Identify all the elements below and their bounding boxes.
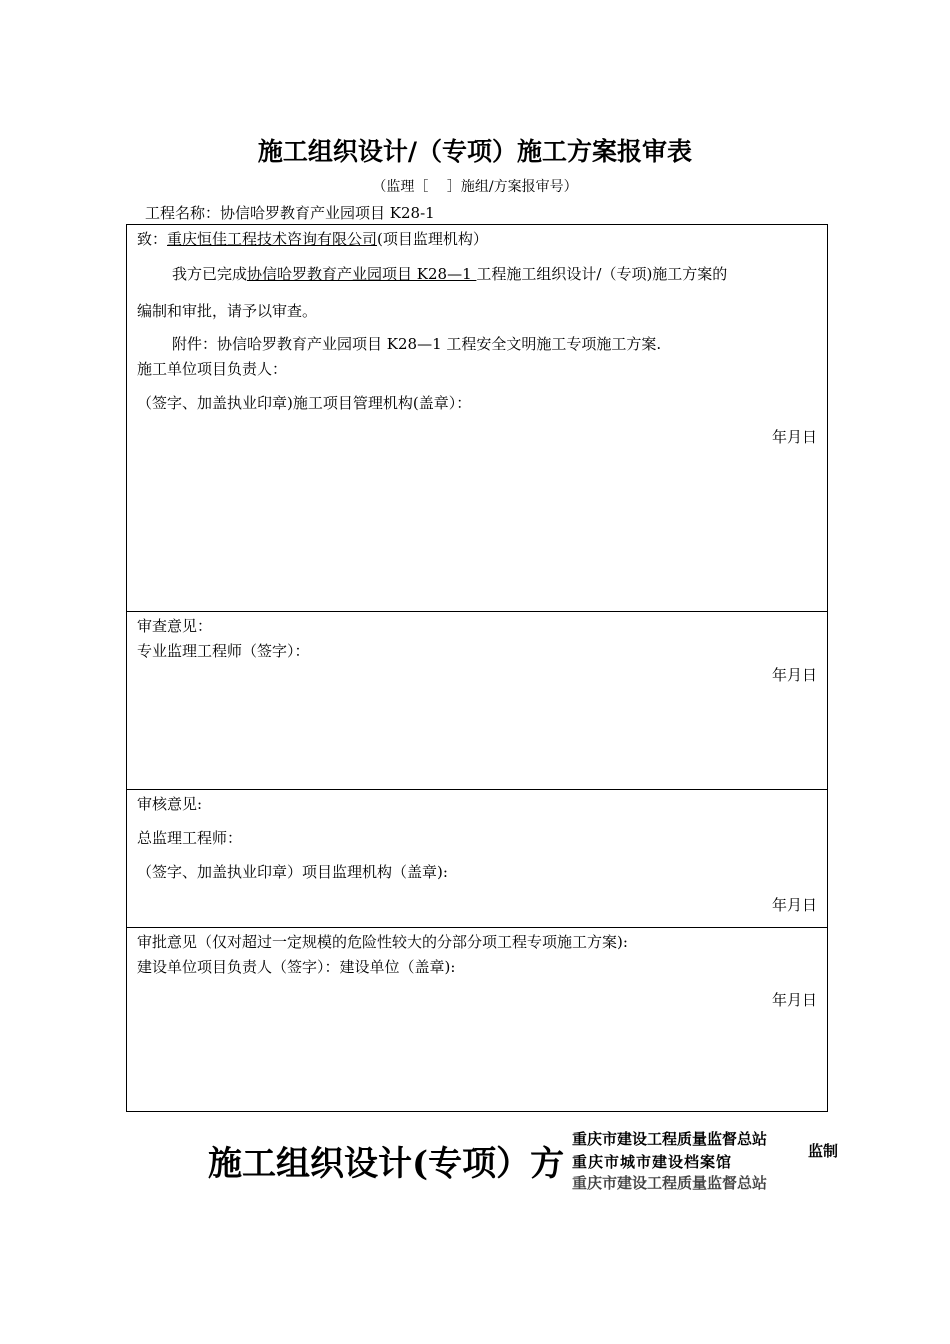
footer-big-title: 施工组织设计(专项）方 [208, 1144, 565, 1184]
review-opinion-section [127, 611, 827, 789]
footer-supervise-label: 监制 [808, 1142, 839, 1160]
contractor-seal-label: （签字、加盖执业印章)施工项目管理机构(盖章）： [137, 394, 472, 412]
contractor-signer-label: 施工单位项目负责人： [137, 360, 288, 378]
form-subtitle: （监理［ ］施组/方案报审号） [372, 179, 578, 195]
chief-engineer-label: 总监理工程师： [137, 829, 243, 847]
supervisor-org: 重庆恒佳工程技术咨询有限公司 [167, 230, 378, 248]
contractor-submission-section [127, 225, 827, 611]
addressee-line [137, 228, 488, 249]
footer-org-quality-station: 重庆市建设工程质量监督总站 [572, 1130, 768, 1148]
footer-org-clipped: 重庆市建设工程质量监督总站 [572, 1174, 768, 1192]
review-form-table [126, 224, 828, 1112]
attachment-line: 附件：协信哈罗教育产业园项目 K28—1 工程安全文明施工专项施工方案. [172, 335, 662, 353]
audit-date: 年月日 [771, 896, 817, 914]
audit-opinion-section [127, 789, 827, 927]
supervisor-seal-label: （签字、加盖执业印章）项目监理机构（盖章): [137, 863, 448, 881]
review-date: 年月日 [771, 666, 817, 684]
approval-opinion-label: 审批意见（仅对超过一定规模的危险性较大的分部分项工程专项施工方案): [137, 933, 628, 951]
project-label: 工程名称： [145, 204, 221, 222]
submission-body-line2: 编制和审批，请予以审查。 [137, 302, 318, 320]
footer-org-archive: 重庆市城市建设档案馆 [572, 1153, 733, 1171]
review-opinion-label: 审查意见： [137, 617, 213, 635]
to-label: 致： [137, 230, 168, 248]
submission-body-line1: 我方已完成协信哈罗教育产业园项目 K28—1 工程施工组织设计/（专项)施工方案的 [172, 265, 728, 283]
submission-project: 协信哈罗教育产业园项目 K28—1 [247, 265, 477, 283]
form-title: 施工组织设计/（专项）施工方案报审表 [257, 137, 693, 166]
approval-opinion-section [127, 927, 827, 1113]
owner-signer-label: 建设单位项目负责人（签字）：建设单位（盖章): [137, 958, 456, 976]
project-name: 协信哈罗教育产业园项目 K28-1 [220, 204, 435, 222]
project-name-line [145, 202, 435, 223]
audit-opinion-label: 审核意见: [137, 795, 203, 813]
engineer-signer-label: 专业监理工程师（签字）： [137, 642, 310, 660]
approval-date: 年月日 [771, 991, 817, 1009]
contractor-date: 年月日 [771, 428, 817, 446]
supervisor-suffix: (项目监理机构） [377, 230, 488, 248]
